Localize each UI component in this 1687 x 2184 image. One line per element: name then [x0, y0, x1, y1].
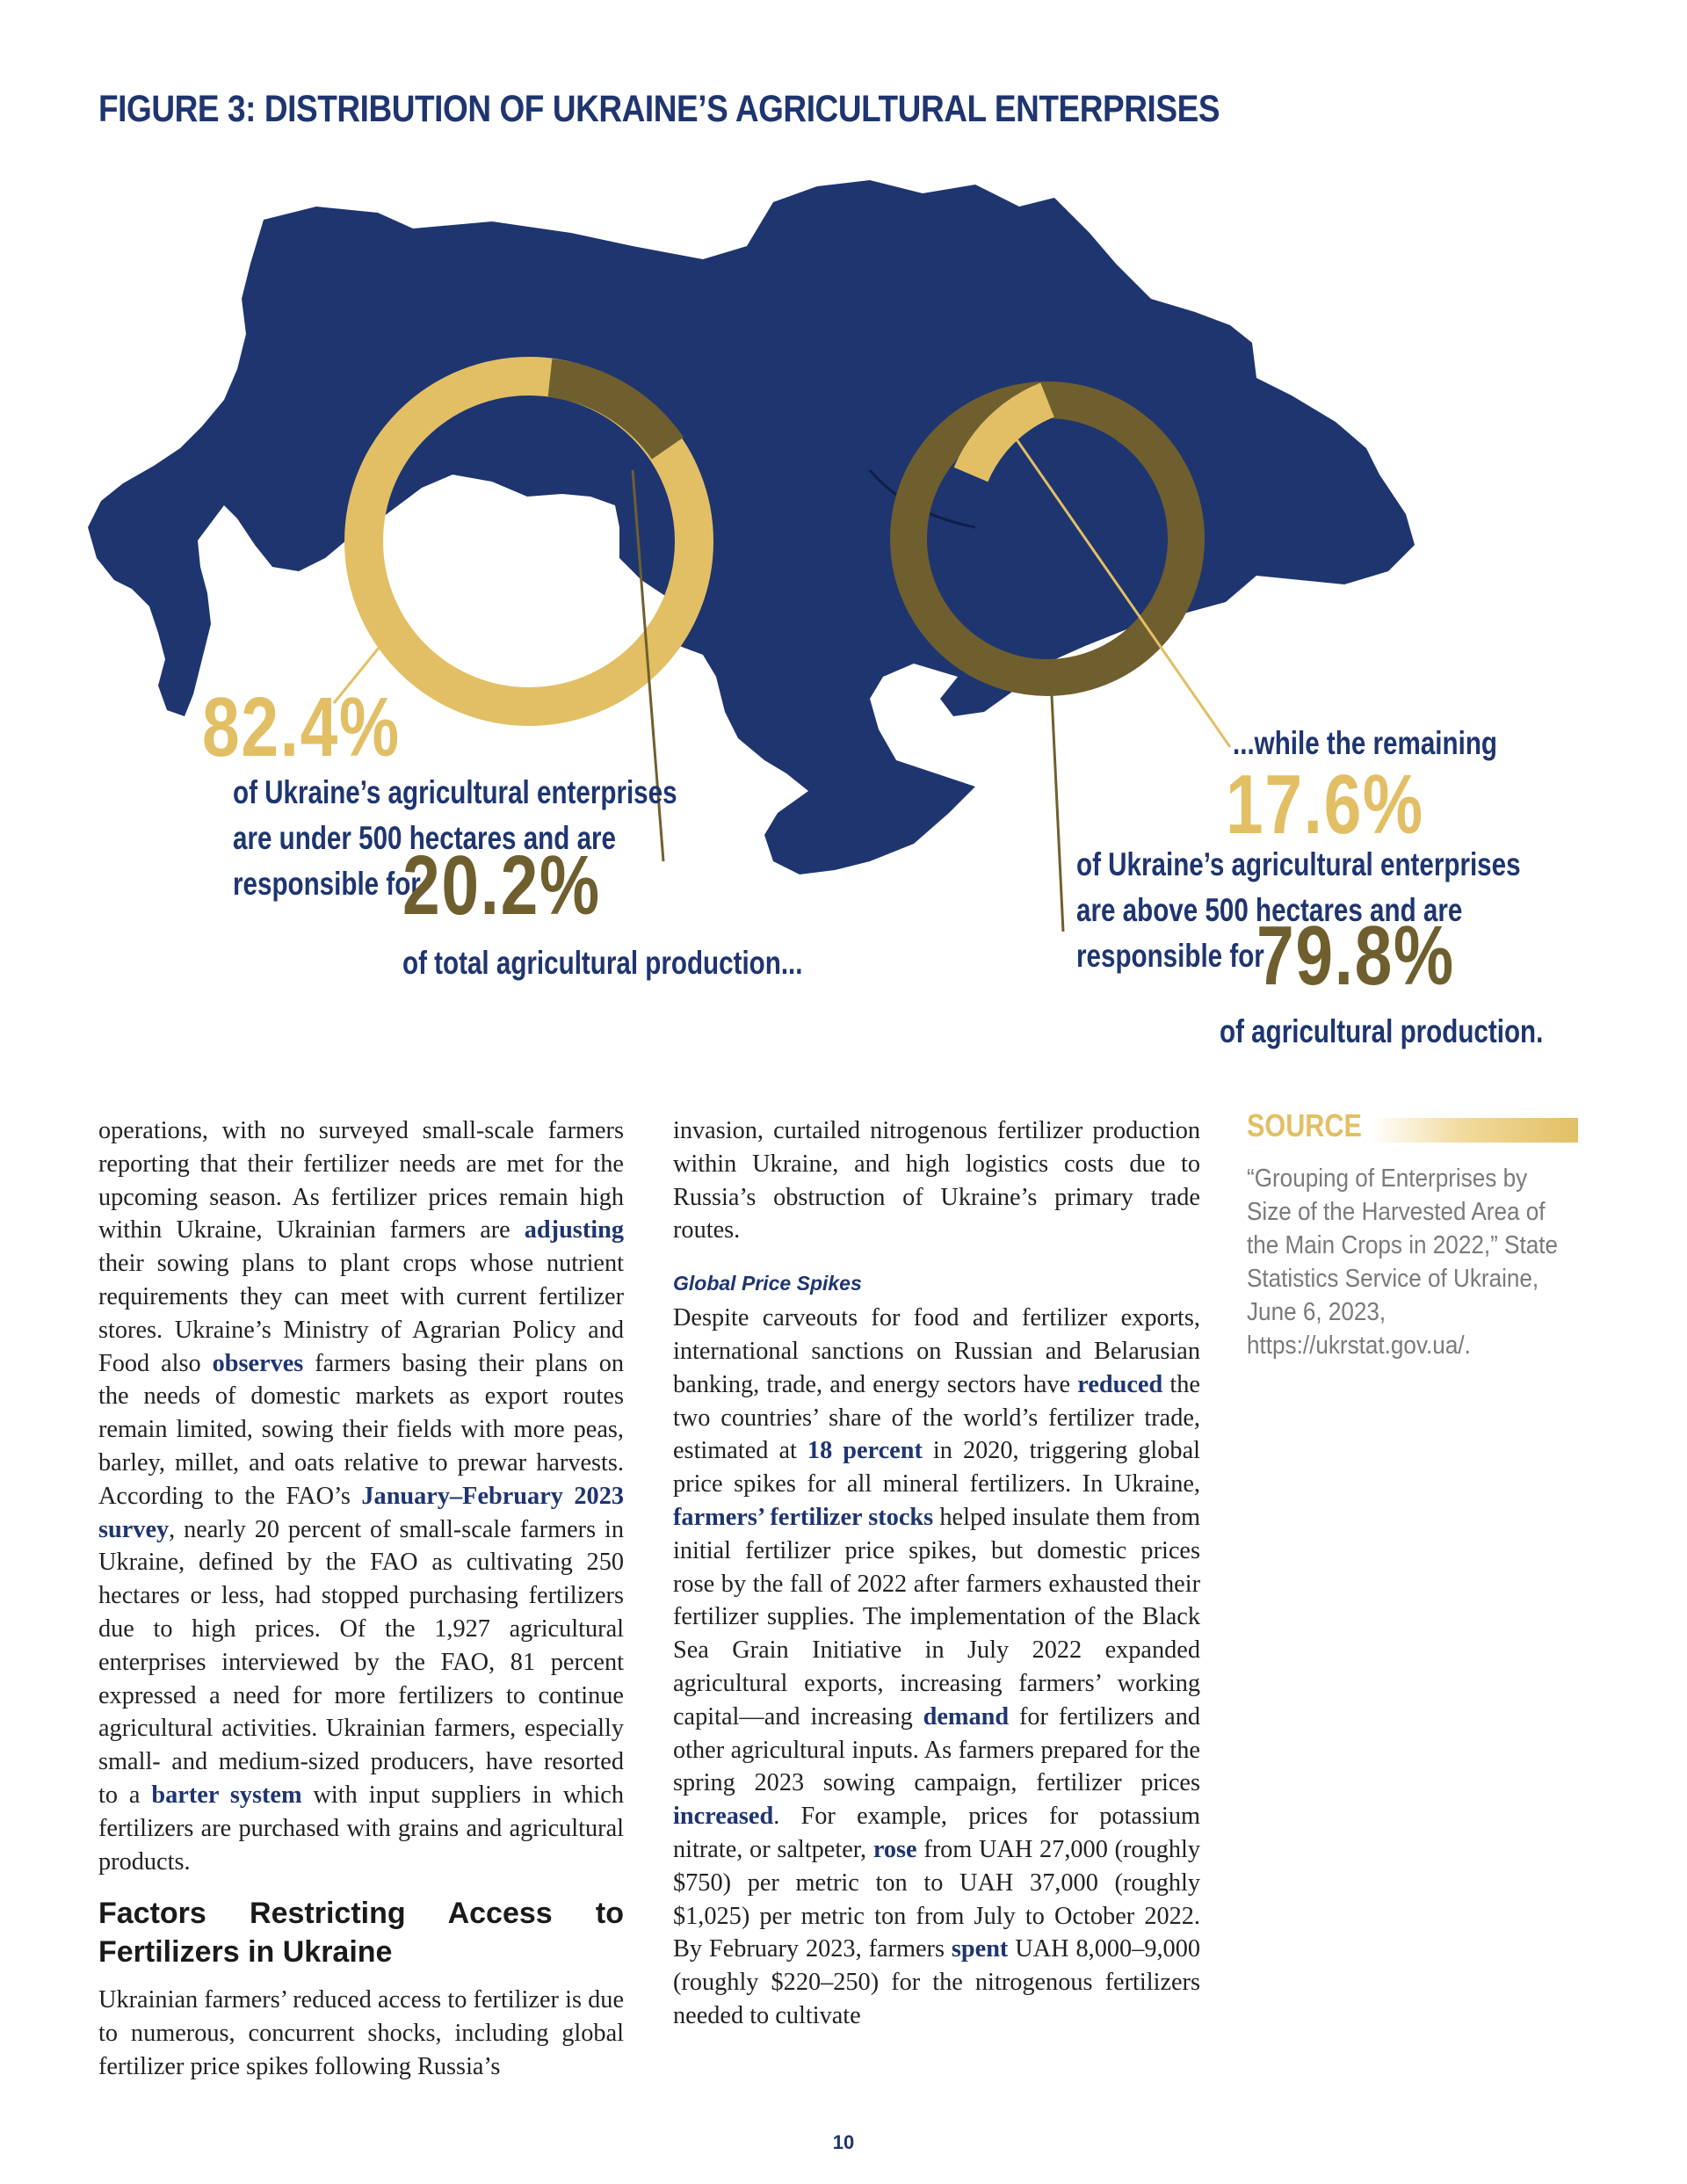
right-production-percent: 79.8% — [1256, 909, 1455, 1003]
page-number: 10 — [832, 2131, 855, 2153]
body-column-2 — [673, 1114, 1200, 2033]
right-desc-line2: are above 500 hectares and are — [1076, 892, 1463, 928]
link-fertilizer-stocks[interactable]: farmers’ fertilizer stocks — [673, 1503, 934, 1531]
link-adjusting[interactable]: adjusting — [524, 1216, 624, 1244]
link-barter-system[interactable]: barter system — [151, 1781, 302, 1809]
link-observes[interactable]: observes — [212, 1349, 304, 1377]
col1-paragraph-2: Ukrainian farmers’ reduced access to fertilizer is due to numerous, concurrent shocks, including global fertilizer price spikes following Russia’s — [98, 1986, 624, 2080]
source-title: SOURCE — [1247, 1107, 1362, 1143]
link-reduced[interactable]: reduced — [1077, 1370, 1163, 1398]
left-production-percent: 20.2% — [402, 838, 601, 932]
link-spent[interactable]: spent — [951, 1935, 1009, 1963]
subsection-heading: Global Price Spikes — [673, 1272, 862, 1295]
right-callout-line — [1050, 659, 1063, 932]
link-increased[interactable]: increased — [673, 1803, 774, 1831]
link-demand[interactable]: demand — [923, 1702, 1010, 1731]
left-enterprise-percent: 82.4% — [202, 680, 401, 774]
figure-map-graphic — [0, 167, 1687, 1099]
source-citation: “Grouping of Enterprises by Size of the Harvested Area of the Main Crops in 2022,” State Statistics Service of Ukraine, June 6, 2023, https://ukrstat.gov.ua/. — [1247, 1165, 1558, 1360]
link-18-percent[interactable]: 18 percent — [807, 1437, 923, 1465]
right-tail-text: of agricultural production. — [1220, 1013, 1544, 1049]
source-gradient-bar — [1371, 1118, 1578, 1143]
left-desc-line3: responsible for — [233, 866, 421, 902]
right-desc-line1: of Ukraine’s agricultural enterprises — [1076, 846, 1521, 882]
link-fao-survey[interactable]: January–February 2023 survey — [98, 1482, 624, 1543]
figure-title: FIGURE 3: DISTRIBUTION OF UKRAINE’S AGRICULTURAL ENTERPRISES — [98, 88, 1220, 130]
right-lead-text: ...while the remaining — [1233, 725, 1497, 761]
left-desc-line1: of Ukraine’s agricultural enterprises — [233, 774, 677, 810]
col1-paragraph-1: operations, with no surveyed small-scale farmers reporting that their fertilizer needs are met for the upcoming season. As fertilizer prices remain high within Ukraine, Ukrainian farmers are adjusting their sowing plans to plant crops whose nutrient requirements they can meet with current fertilizer stores. Ukraine’s Ministry of Agrarian Policy and Food also observes farmers basing their plans on the needs of domestic markets as export routes remain limited, sowing their fields with more peas, barley, millet, and oats relative to prewar harvests. According to the FAO’s January–February 2023 survey, nearly 20 percent of small-scale farmers in Ukraine, defined by the FAO as cultivating 250 hectares or less, had stopped purchasing fertilizers due to high prices. Of the 1,927 agricultural enterprises interviewed by the FAO, 81 percent expressed a need for more fertilizers to continue agricultural activities. Ukrainian farmers, especially small- and medium-sized producers, have resorted to a barter system with input suppliers in which fertilizers are purchased with grains and agricultural products. — [98, 1117, 625, 1876]
section-heading: Factors Restricting Access to Fertilizers in Ukraine — [98, 1897, 624, 1970]
body-column-1 — [98, 1114, 624, 2084]
col2-paragraph-2: Despite carveouts for food and fertilizer exports, international sanctions on Russian and Belarusian banking, trade, and energy sectors have reduced the two countries’ share of the world’s fertilizer trade, estimated at 18 percent in 2020, triggering global price spikes for all mineral fertilizers. In Ukraine, farmers’ fertilizer stocks helped insulate them from initial fertilizer price spikes, but domestic prices rose by the fall of 2022 after farmers exhausted their fertilizer supplies. The implementation of the Black Sea Grain Initiative in July 2022 expanded agricultural exports, increasing farmers’ working capital—and increasing demand for fertilizers and other agricultural inputs. As farmers prepared for the spring 2023 sowing campaign, fertilizer prices increased. For example, prices for potassium nitrate, or saltpeter, rose from UAH 27,000 (roughly $750) per metric ton to UAH 37,000 (roughly $1,025) per metric ton from July to October 2022. By February 2023, farmers spent UAH 8,000–9,000 (roughly $220–250) for the nitrogenous fertilizers needed to cultivate — [673, 1304, 1201, 2029]
right-enterprise-percent: 17.6% — [1226, 758, 1424, 852]
right-desc-line3: responsible for — [1076, 938, 1264, 974]
left-tail-text: of total agricultural production... — [402, 945, 803, 981]
left-desc-line2: are under 500 hectares and are — [233, 820, 617, 856]
col2-paragraph-1: invasion, curtailed nitrogenous fertilizer production within Ukraine, and high logistics costs due to Russia’s obstruction of Ukraine’s primary trade routes. — [673, 1117, 1200, 1244]
link-rose[interactable]: rose — [872, 1835, 917, 1863]
